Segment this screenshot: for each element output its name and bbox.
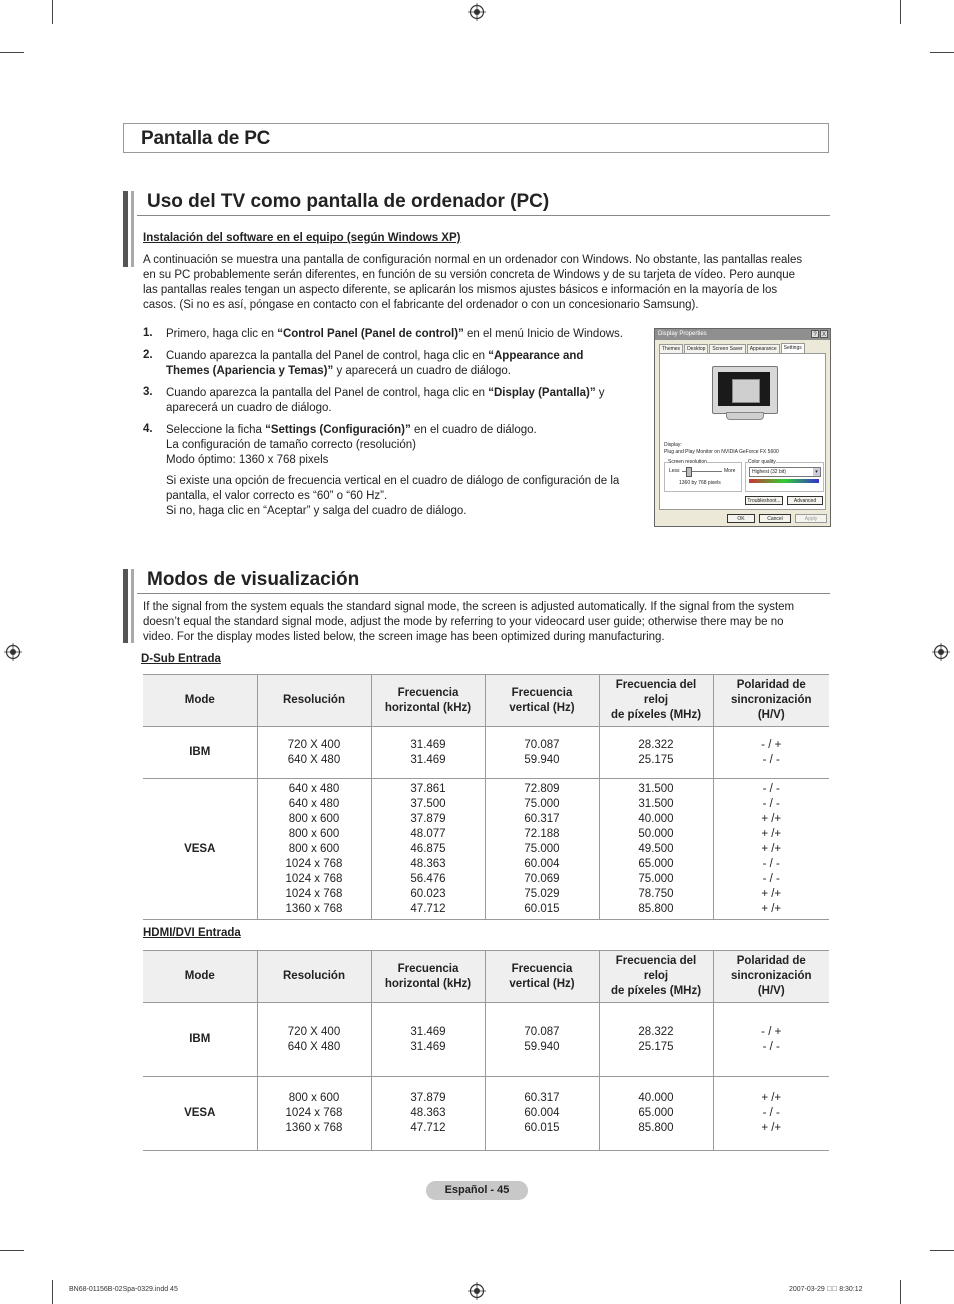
cell-value: 1024 x 768 bbox=[285, 872, 343, 885]
h-freq-cell bbox=[371, 1003, 485, 1077]
mode-cell: VESA bbox=[143, 1077, 257, 1151]
cell-value: 28.322 bbox=[638, 1025, 674, 1038]
step-bold: “Settings (Configuración)” bbox=[265, 424, 411, 436]
cell-value: 31.500 bbox=[638, 782, 674, 795]
dialog-tabs bbox=[655, 340, 830, 354]
mode-cell: IBM bbox=[143, 1003, 257, 1077]
cell-value: + /+ bbox=[761, 842, 782, 855]
crop-mark bbox=[930, 52, 954, 53]
column-header-line: Mode bbox=[184, 970, 215, 982]
resolution-slider-handle[interactable] bbox=[686, 467, 692, 477]
polarity-cell bbox=[713, 727, 829, 779]
step-4 bbox=[166, 423, 646, 468]
cell-value: - / - bbox=[762, 1107, 780, 1119]
section-rule bbox=[137, 215, 830, 216]
column-header-line: Frecuencia bbox=[511, 686, 573, 699]
pixel-clock-cell bbox=[599, 1077, 713, 1151]
table-header-row bbox=[143, 951, 829, 1003]
advanced-button[interactable]: Advanced bbox=[787, 496, 823, 505]
cell-value: 60.023 bbox=[410, 887, 446, 900]
color-bar bbox=[749, 479, 819, 483]
step-bold: “Control Panel (Panel de control)” bbox=[277, 328, 464, 340]
column-header-h-freq bbox=[371, 675, 485, 727]
resolution-cell bbox=[257, 727, 371, 779]
color-quality-label: Color quality bbox=[748, 459, 776, 465]
cell-value: 59.940 bbox=[524, 753, 560, 766]
step-1 bbox=[166, 327, 646, 342]
cell-value: 31.469 bbox=[410, 738, 446, 751]
cell-value: 48.077 bbox=[410, 827, 446, 840]
step-number: 2. bbox=[143, 349, 153, 361]
section-bar bbox=[131, 191, 134, 267]
resolution-label: Screen resolution bbox=[668, 459, 707, 465]
cell-value: 48.363 bbox=[410, 1107, 446, 1119]
subheading-install: Instalación del software en el equipo (según Windows XP) bbox=[143, 232, 461, 244]
column-header-line: Polaridad de bbox=[736, 679, 806, 691]
step-text: aparecerá un cuadro de diálogo. bbox=[166, 402, 332, 414]
cell-value: 720 X 400 bbox=[287, 738, 341, 751]
column-header-line: (H/V) bbox=[757, 709, 785, 721]
cell-value: 70.087 bbox=[524, 1025, 560, 1038]
section-bar bbox=[123, 569, 128, 643]
page-title: Pantalla de PC bbox=[141, 128, 271, 149]
cell-value: 60.015 bbox=[524, 1122, 560, 1134]
intro-line: If the signal from the system equals the standard signal mode, the screen is adjusted automatically. If the signal from the system bbox=[143, 601, 795, 613]
cell-value: 75.000 bbox=[524, 842, 560, 855]
registration-mark-icon bbox=[932, 643, 950, 661]
cell-value: 49.500 bbox=[638, 842, 674, 855]
step-text: La configuración de tamaño correcto (resolución) bbox=[166, 439, 416, 451]
cancel-button[interactable]: Cancel bbox=[759, 514, 791, 523]
step-3 bbox=[166, 386, 646, 416]
print-slug-date: 2007-03-29 ⃞⃞ 8:30:12 bbox=[789, 1286, 863, 1293]
troubleshoot-button[interactable]: Troubleshoot... bbox=[745, 496, 783, 505]
crop-mark bbox=[0, 52, 24, 53]
display-label: Display: bbox=[664, 442, 682, 448]
cell-value: 75.000 bbox=[638, 872, 674, 885]
cell-value: 65.000 bbox=[638, 857, 674, 870]
note-line: pantalla, el valor correcto es “60” o “60 Hz”. bbox=[166, 490, 388, 502]
cell-value: 72.809 bbox=[524, 782, 560, 795]
cell-value: - / - bbox=[762, 797, 780, 810]
ok-button[interactable]: OK bbox=[727, 514, 755, 523]
step-number: 1. bbox=[143, 327, 153, 339]
pixel-clock-cell bbox=[599, 1003, 713, 1077]
column-header-line: Frecuencia del bbox=[615, 955, 697, 967]
intro-line: casos. (Si no es así, póngase en contacto con el fabricante del ordenador o con un concesionario Samsung). bbox=[143, 299, 699, 311]
cell-value: 31.469 bbox=[410, 1040, 446, 1053]
cell-value: + /+ bbox=[761, 887, 782, 900]
section-title-modes: Modos de visualización bbox=[147, 569, 360, 590]
polarity-cell bbox=[713, 1003, 829, 1077]
cell-value: 1024 x 768 bbox=[285, 887, 343, 900]
modes-intro bbox=[143, 600, 833, 645]
column-header-polarity bbox=[713, 675, 829, 727]
step-text: en el cuadro de diálogo. bbox=[410, 424, 537, 436]
color-quality-value: Highest (32 bit) bbox=[752, 469, 786, 475]
column-header-line: Resolución bbox=[283, 970, 345, 982]
column-header-line: horizontal (kHz) bbox=[384, 977, 472, 990]
column-header-line: (H/V) bbox=[757, 985, 785, 997]
column-header-line: Frecuencia bbox=[397, 686, 459, 699]
column-header-mode bbox=[143, 951, 257, 1003]
intro-paragraph bbox=[143, 253, 833, 313]
help-button[interactable]: ? bbox=[811, 330, 819, 338]
cell-value: 60.015 bbox=[524, 902, 560, 915]
step-text: Seleccione la ficha bbox=[166, 424, 266, 436]
cell-value: 31.469 bbox=[410, 753, 446, 766]
step-2 bbox=[166, 349, 646, 379]
display-value: Plug and Play Monitor on NVIDIA GeForce FX 5600 bbox=[664, 449, 779, 455]
column-header-resolution bbox=[257, 951, 371, 1003]
resolution-group bbox=[664, 462, 742, 492]
v-freq-cell bbox=[485, 727, 599, 779]
cell-value: - / + bbox=[761, 1025, 782, 1038]
cell-value: 28.322 bbox=[638, 738, 674, 751]
cell-value: 78.750 bbox=[638, 887, 674, 900]
table-row bbox=[143, 1077, 829, 1151]
column-header-line: sincronización bbox=[730, 694, 812, 706]
polarity-cell bbox=[713, 779, 829, 920]
column-header-v-freq bbox=[485, 951, 599, 1003]
table-row bbox=[143, 779, 829, 920]
cell-value: + /+ bbox=[761, 812, 782, 825]
step-bold: “Appearance and bbox=[488, 350, 584, 362]
cell-value: 70.069 bbox=[524, 872, 560, 885]
cell-value: 1024 x 768 bbox=[285, 857, 343, 870]
column-header-line: Mode bbox=[184, 694, 215, 706]
cell-value: + /+ bbox=[761, 1092, 782, 1104]
step-text: y bbox=[595, 387, 605, 399]
step-text: Cuando aparezca la pantalla del Panel de control, haga clic en bbox=[166, 387, 489, 399]
cell-value: 48.363 bbox=[410, 857, 446, 870]
tab-themes[interactable]: Themes bbox=[659, 344, 683, 354]
cell-value: 37.861 bbox=[410, 782, 446, 795]
resolution-cell bbox=[257, 779, 371, 920]
column-header-line: Resolución bbox=[283, 694, 345, 706]
step-text: Primero, haga clic en bbox=[166, 328, 278, 340]
monitor-window-preview bbox=[732, 379, 760, 403]
more-label: More bbox=[724, 468, 736, 474]
cell-value: 60.004 bbox=[524, 857, 560, 870]
resolution-cell bbox=[257, 1003, 371, 1077]
column-header-pixel-clock bbox=[599, 951, 713, 1003]
h-freq-cell bbox=[371, 727, 485, 779]
crop-mark bbox=[52, 0, 53, 24]
cell-value: + /+ bbox=[761, 902, 782, 915]
column-header-line: de píxeles (MHz) bbox=[610, 709, 702, 721]
print-slug-file: BN68-01156B-02Spa-0329.indd 45 bbox=[69, 1286, 178, 1293]
v-freq-cell bbox=[485, 1077, 599, 1151]
cell-value: 37.500 bbox=[410, 797, 446, 810]
color-quality-select[interactable] bbox=[749, 467, 821, 477]
crop-mark bbox=[930, 1250, 954, 1251]
cell-value: 40.000 bbox=[638, 1092, 674, 1104]
intro-line: video. For the display modes listed below, the screen image has been optimized during manufacturing. bbox=[143, 631, 665, 643]
cell-value: 25.175 bbox=[638, 753, 674, 766]
cell-value: 85.800 bbox=[638, 1122, 674, 1134]
polarity-cell bbox=[713, 1077, 829, 1151]
step-text: Cuando aparezca la pantalla del Panel de control, haga clic en bbox=[166, 350, 489, 362]
cell-value: - / - bbox=[762, 782, 780, 795]
table-header-row bbox=[143, 675, 829, 727]
cell-value: + /+ bbox=[761, 827, 782, 840]
v-freq-cell bbox=[485, 1003, 599, 1077]
note-line: Si no, haga clic en “Aceptar” y salga del cuadro de diálogo. bbox=[166, 505, 467, 517]
cell-value: 800 x 600 bbox=[288, 827, 340, 840]
cell-value: 70.087 bbox=[524, 738, 560, 751]
cell-value: 37.879 bbox=[410, 1092, 446, 1104]
column-header-line: vertical (Hz) bbox=[509, 977, 575, 990]
column-header-line: vertical (Hz) bbox=[509, 701, 575, 714]
cell-value: 25.175 bbox=[638, 1040, 674, 1053]
hdmi-modes-table bbox=[143, 950, 829, 1151]
column-header-resolution bbox=[257, 675, 371, 727]
column-header-polarity bbox=[713, 951, 829, 1003]
cell-value: 800 x 600 bbox=[288, 812, 340, 825]
resolution-cell bbox=[257, 1077, 371, 1151]
cell-value: 720 X 400 bbox=[287, 1025, 341, 1038]
column-header-v-freq bbox=[485, 675, 599, 727]
cell-value: 60.317 bbox=[524, 1092, 560, 1104]
column-header-line: horizontal (kHz) bbox=[384, 701, 472, 714]
crop-mark bbox=[900, 0, 901, 24]
tab-settings[interactable]: Settings bbox=[781, 343, 805, 354]
column-header-line: Polaridad de bbox=[736, 955, 806, 967]
crop-mark bbox=[0, 1250, 24, 1251]
cell-value: - / - bbox=[762, 1040, 780, 1053]
dialog-title-bar bbox=[655, 329, 830, 340]
intro-line: en su PC probablemente serán diferentes, en función de su versión concreta de Windows y de su tarjeta de vídeo. Pero aunque bbox=[143, 269, 796, 281]
column-header-h-freq bbox=[371, 951, 485, 1003]
cell-value: 60.004 bbox=[524, 1107, 560, 1119]
cell-value: 60.317 bbox=[524, 812, 560, 825]
column-header-line: Frecuencia bbox=[511, 962, 573, 975]
cell-value: - / - bbox=[762, 753, 780, 766]
page-number-badge: Español - 45 bbox=[426, 1181, 528, 1200]
cell-value: 47.712 bbox=[410, 902, 446, 915]
cell-value: - / - bbox=[762, 857, 780, 870]
resolution-value: 1360 by 768 pixels bbox=[679, 480, 721, 486]
cell-value: 640 X 480 bbox=[287, 1040, 341, 1053]
monitor-preview bbox=[712, 366, 778, 414]
cell-value: 65.000 bbox=[638, 1107, 674, 1119]
display-properties-dialog bbox=[654, 328, 831, 527]
step-bold: Themes (Apariencia y Temas)” bbox=[166, 365, 334, 377]
cell-value: 59.940 bbox=[524, 1040, 560, 1053]
h-freq-cell bbox=[371, 779, 485, 920]
registration-mark-icon bbox=[468, 1282, 486, 1300]
note-line: Si existe una opción de frecuencia vertical en el cuadro de diálogo de configuración de la bbox=[166, 475, 620, 487]
registration-mark-icon bbox=[4, 643, 22, 661]
cell-value: 800 x 600 bbox=[288, 1092, 340, 1104]
step-text: en el menú Inicio de Windows. bbox=[463, 328, 623, 340]
monitor-stand bbox=[726, 412, 764, 420]
settings-panel bbox=[659, 353, 826, 510]
page-header bbox=[123, 123, 829, 153]
table-row bbox=[143, 727, 829, 779]
cell-value: 47.712 bbox=[410, 1122, 446, 1134]
cell-value: 75.000 bbox=[524, 797, 560, 810]
dialog-title: Display Properties bbox=[658, 331, 707, 337]
section-bar bbox=[131, 569, 134, 643]
section-bar bbox=[123, 191, 128, 267]
registration-mark-icon bbox=[468, 3, 486, 21]
cell-value: 40.000 bbox=[638, 812, 674, 825]
step-text: y aparecerá un cuadro de diálogo. bbox=[333, 365, 511, 377]
pixel-clock-cell bbox=[599, 727, 713, 779]
step-number: 3. bbox=[143, 386, 153, 398]
intro-line: las pantallas reales tengan un aspecto diferente, se aplicarán los mismos ajustes básicos e información en la mayoría de los bbox=[143, 284, 778, 296]
monitor-screen bbox=[718, 372, 770, 406]
column-header-mode bbox=[143, 675, 257, 727]
apply-button[interactable]: Apply bbox=[795, 514, 827, 523]
tab-appearance[interactable]: Appearance bbox=[747, 344, 780, 354]
h-freq-cell bbox=[371, 1077, 485, 1151]
cell-value: 800 x 600 bbox=[288, 842, 340, 855]
cell-value: 640 x 480 bbox=[288, 782, 340, 795]
column-header-line: reloj bbox=[643, 694, 669, 706]
column-header-line: Frecuencia bbox=[397, 962, 459, 975]
mode-cell: VESA bbox=[143, 779, 257, 920]
mode-cell: IBM bbox=[143, 727, 257, 779]
dsub-label: D-Sub Entrada bbox=[141, 653, 221, 665]
cell-value: 640 X 480 bbox=[287, 753, 341, 766]
step-text: Modo óptimo: 1360 x 768 pixels bbox=[166, 454, 329, 466]
frequency-note bbox=[166, 474, 646, 519]
cell-value: + /+ bbox=[761, 1122, 782, 1134]
step-bold: “Display (Pantalla)” bbox=[488, 387, 596, 399]
intro-line: doesn’t equal the standard signal mode, adjust the mode by referring to your videocard user guide; otherwise there may be no bbox=[143, 616, 784, 628]
cell-value: 56.476 bbox=[410, 872, 446, 885]
cell-value: 1360 x 768 bbox=[285, 1122, 343, 1134]
cell-value: 31.500 bbox=[638, 797, 674, 810]
hdmi-label: HDMI/DVI Entrada bbox=[143, 927, 241, 939]
column-header-pixel-clock bbox=[599, 675, 713, 727]
cell-value: 31.469 bbox=[410, 1025, 446, 1038]
section-rule bbox=[137, 593, 830, 594]
cell-value: 50.000 bbox=[638, 827, 674, 840]
dsub-modes-table bbox=[143, 674, 829, 920]
crop-mark bbox=[52, 1280, 53, 1304]
step-number: 4. bbox=[143, 423, 153, 435]
column-header-line: sincronización bbox=[730, 970, 812, 982]
intro-line: A continuación se muestra una pantalla de configuración normal en un ordenador con Windows. No obstante, las pantallas reales bbox=[143, 254, 803, 266]
cell-value: 85.800 bbox=[638, 902, 674, 915]
column-header-line: reloj bbox=[643, 970, 669, 982]
crop-mark bbox=[900, 1280, 901, 1304]
cell-value: 640 x 480 bbox=[288, 797, 340, 810]
less-label: Less bbox=[669, 468, 680, 474]
section-title-pc: Uso del TV como pantalla de ordenador (PC) bbox=[147, 191, 550, 212]
cell-value: 72.188 bbox=[524, 827, 560, 840]
v-freq-cell bbox=[485, 779, 599, 920]
cell-value: 46.875 bbox=[410, 842, 446, 855]
close-button[interactable]: X bbox=[821, 332, 826, 338]
cell-value: 37.879 bbox=[410, 812, 446, 825]
pixel-clock-cell bbox=[599, 779, 713, 920]
cell-value: 75.029 bbox=[524, 887, 560, 900]
cell-value: 1360 x 768 bbox=[285, 902, 343, 915]
column-header-line: de píxeles (MHz) bbox=[610, 985, 702, 997]
table-row bbox=[143, 1003, 829, 1077]
cell-value: - / - bbox=[762, 872, 780, 885]
tab-desktop[interactable]: Desktop bbox=[684, 344, 708, 354]
cell-value: 1024 x 768 bbox=[285, 1107, 343, 1119]
chevron-down-icon: ▾ bbox=[813, 468, 820, 476]
cell-value: - / + bbox=[761, 738, 782, 751]
tab-screen-saver[interactable]: Screen Saver bbox=[709, 344, 745, 354]
column-header-line: Frecuencia del bbox=[615, 679, 697, 691]
